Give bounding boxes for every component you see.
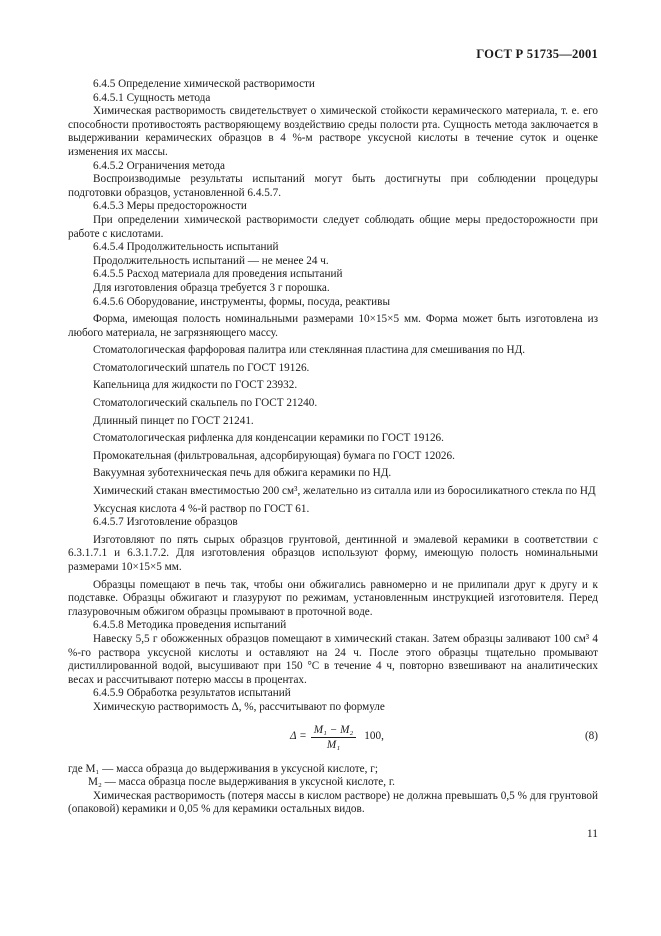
equipment-item: Капельница для жидкости по ГОСТ 23932. — [93, 379, 298, 392]
section-heading-6-4-5-9: 6.4.5.9 Обработка результатов испытаний — [93, 687, 291, 700]
paragraph-sample-firing: Образцы помещают в печь так, чтобы они обжигались равномерно и не прилипали друг к другу и к подставке. Образцы обжигают и глазуруют по режимам, установленным инструкцией изготовителя. Перед глазуровочным обжигом образцы промывают в проточной воде. — [68, 578, 598, 618]
paragraph-sample-preparation: Изготовляют по пять сырых образцов грунтовой, дентинной и эмалевой керамики в соответствии с 6.3.1.7.1 и 6.3.1.7.2. Для изготовления образцов используют форму, имеющую полость номинальными размерами 10×15×5 мм. — [68, 533, 598, 573]
equipment-item: Стоматологический шпатель по ГОСТ 19126. — [93, 361, 310, 374]
paragraph-precautions: При определении химической растворимости следует соблюдать общие меры предосторожности при работе с кислотами. — [68, 213, 598, 240]
equipment-item: Вакуумная зуботехническая печь для обжига керамики по НД. — [93, 467, 392, 480]
section-heading-6-4-5-5: 6.4.5.5 Расход материала для проведения испытаний — [93, 268, 343, 281]
formula-denominator: M₁ — [326, 738, 341, 751]
section-heading-6-4-5-6: 6.4.5.6 Оборудование, инструменты, формы, посуда, реактивы — [93, 295, 390, 308]
paragraph-method-essence: Химическая растворимость свидетельствует о химической стойкости керамического материала, т. е. его способности противостоять растворяющему воздействию среды полости рта. Сущность метода заключается в выдерживании керамических образцов в 4 %-м растворе уксусной кислоты в течение суток и оценке изменения их массы. — [68, 105, 598, 158]
definition-m2: M₂ — масса образца после выдерживания в уксусной кислоте, г. — [88, 776, 395, 789]
paragraph-material-consumption: Для изготовления образца требуется 3 г порошка. — [93, 281, 330, 294]
section-heading-6-4-5: 6.4.5 Определение химической растворимости — [93, 78, 315, 90]
paragraph-method-limits: Воспроизводимые результаты испытаний могут быть достигнуты при соблюдении процедуры подготовки образцов, установленной 6.4.5.7. — [68, 173, 598, 199]
page-number: 11 — [586, 828, 598, 840]
formula-numerator: M₁ − M₂ — [311, 723, 357, 738]
paragraph-duration: Продолжительность испытаний — не менее 24 ч. — [93, 254, 329, 267]
formula-number: (8) — [584, 729, 598, 742]
section-heading-6-4-5-4: 6.4.5.4 Продолжительность испытаний — [93, 241, 279, 254]
equipment-item: Длинный пинцет по ГОСТ 21241. — [93, 414, 254, 427]
paragraph-test-procedure: Навеску 5,5 г обожженных образцов помещают в химический стакан. Затем образцы заливают 100 см³ 4 %-го раствора уксусной кислоты и оставляют на 24 ч. После этого образцы тщательно промывают дистиллированной водой, высушивают при 150 °С в течение 4 ч, повторно взвешивают на аналитических весах и рассчитывают потерю массы в процентах. — [68, 632, 598, 686]
equipment-item: Стоматологическая фарфоровая палитра или стеклянная пластина для смешивания по НД. — [93, 344, 526, 357]
section-heading-6-4-5-2: 6.4.5.2 Ограничения метода — [93, 159, 225, 172]
definition-m1: где M₁ — масса образца до выдерживания в уксусной кислоте, г; — [68, 762, 378, 775]
section-heading-6-4-5-7: 6.4.5.7 Изготовление образцов — [93, 516, 238, 529]
section-heading-6-4-5-8: 6.4.5.8 Методика проведения испытаний — [93, 619, 287, 632]
formula-lhs: Δ = — [290, 730, 307, 743]
document-header: ГОСТ Р 51735—2001 — [476, 47, 598, 61]
section-heading-6-4-5-3: 6.4.5.3 Меры предосторожности — [93, 200, 247, 213]
equipment-item: Стоматологический скальпель по ГОСТ 21240. — [93, 397, 318, 410]
formula-8 — [68, 721, 598, 759]
formula-fraction — [311, 723, 357, 752]
formula-expression — [290, 723, 384, 752]
paragraph-results-processing: Химическую растворимость Δ, %, рассчитывают по формуле — [93, 700, 385, 713]
equipment-item: Форма, имеющая полость номинальными размерами 10×15×5 мм. Форма может быть изготовлена из любого материала, не загрязняющего массу. — [68, 313, 598, 339]
document-body — [68, 78, 598, 817]
equipment-item: Промокательная (фильтровальная, адсорбирующая) бумага по ГОСТ 12026. — [93, 449, 455, 462]
section-heading-6-4-5-1: 6.4.5.1 Сущность метода — [93, 91, 211, 104]
equipment-item: Стоматологическая рифленка для конденсации керамики по ГОСТ 19126. — [93, 432, 444, 445]
paragraph-conclusion: Химическая растворимость (потеря массы в кислом растворе) не должна превышать 0,5 % для грунтовой (опаковой) керамики и 0,05 % для керамики остальных видов. — [68, 789, 598, 816]
equipment-item: Уксусная кислота 4 %-й раствор по ГОСТ 61. — [93, 502, 310, 515]
formula-tail: 100, — [364, 730, 384, 743]
equipment-item: Химический стакан вместимостью 200 см³, желательно из ситалла или из боросиликатного стекла по НД — [93, 485, 596, 498]
